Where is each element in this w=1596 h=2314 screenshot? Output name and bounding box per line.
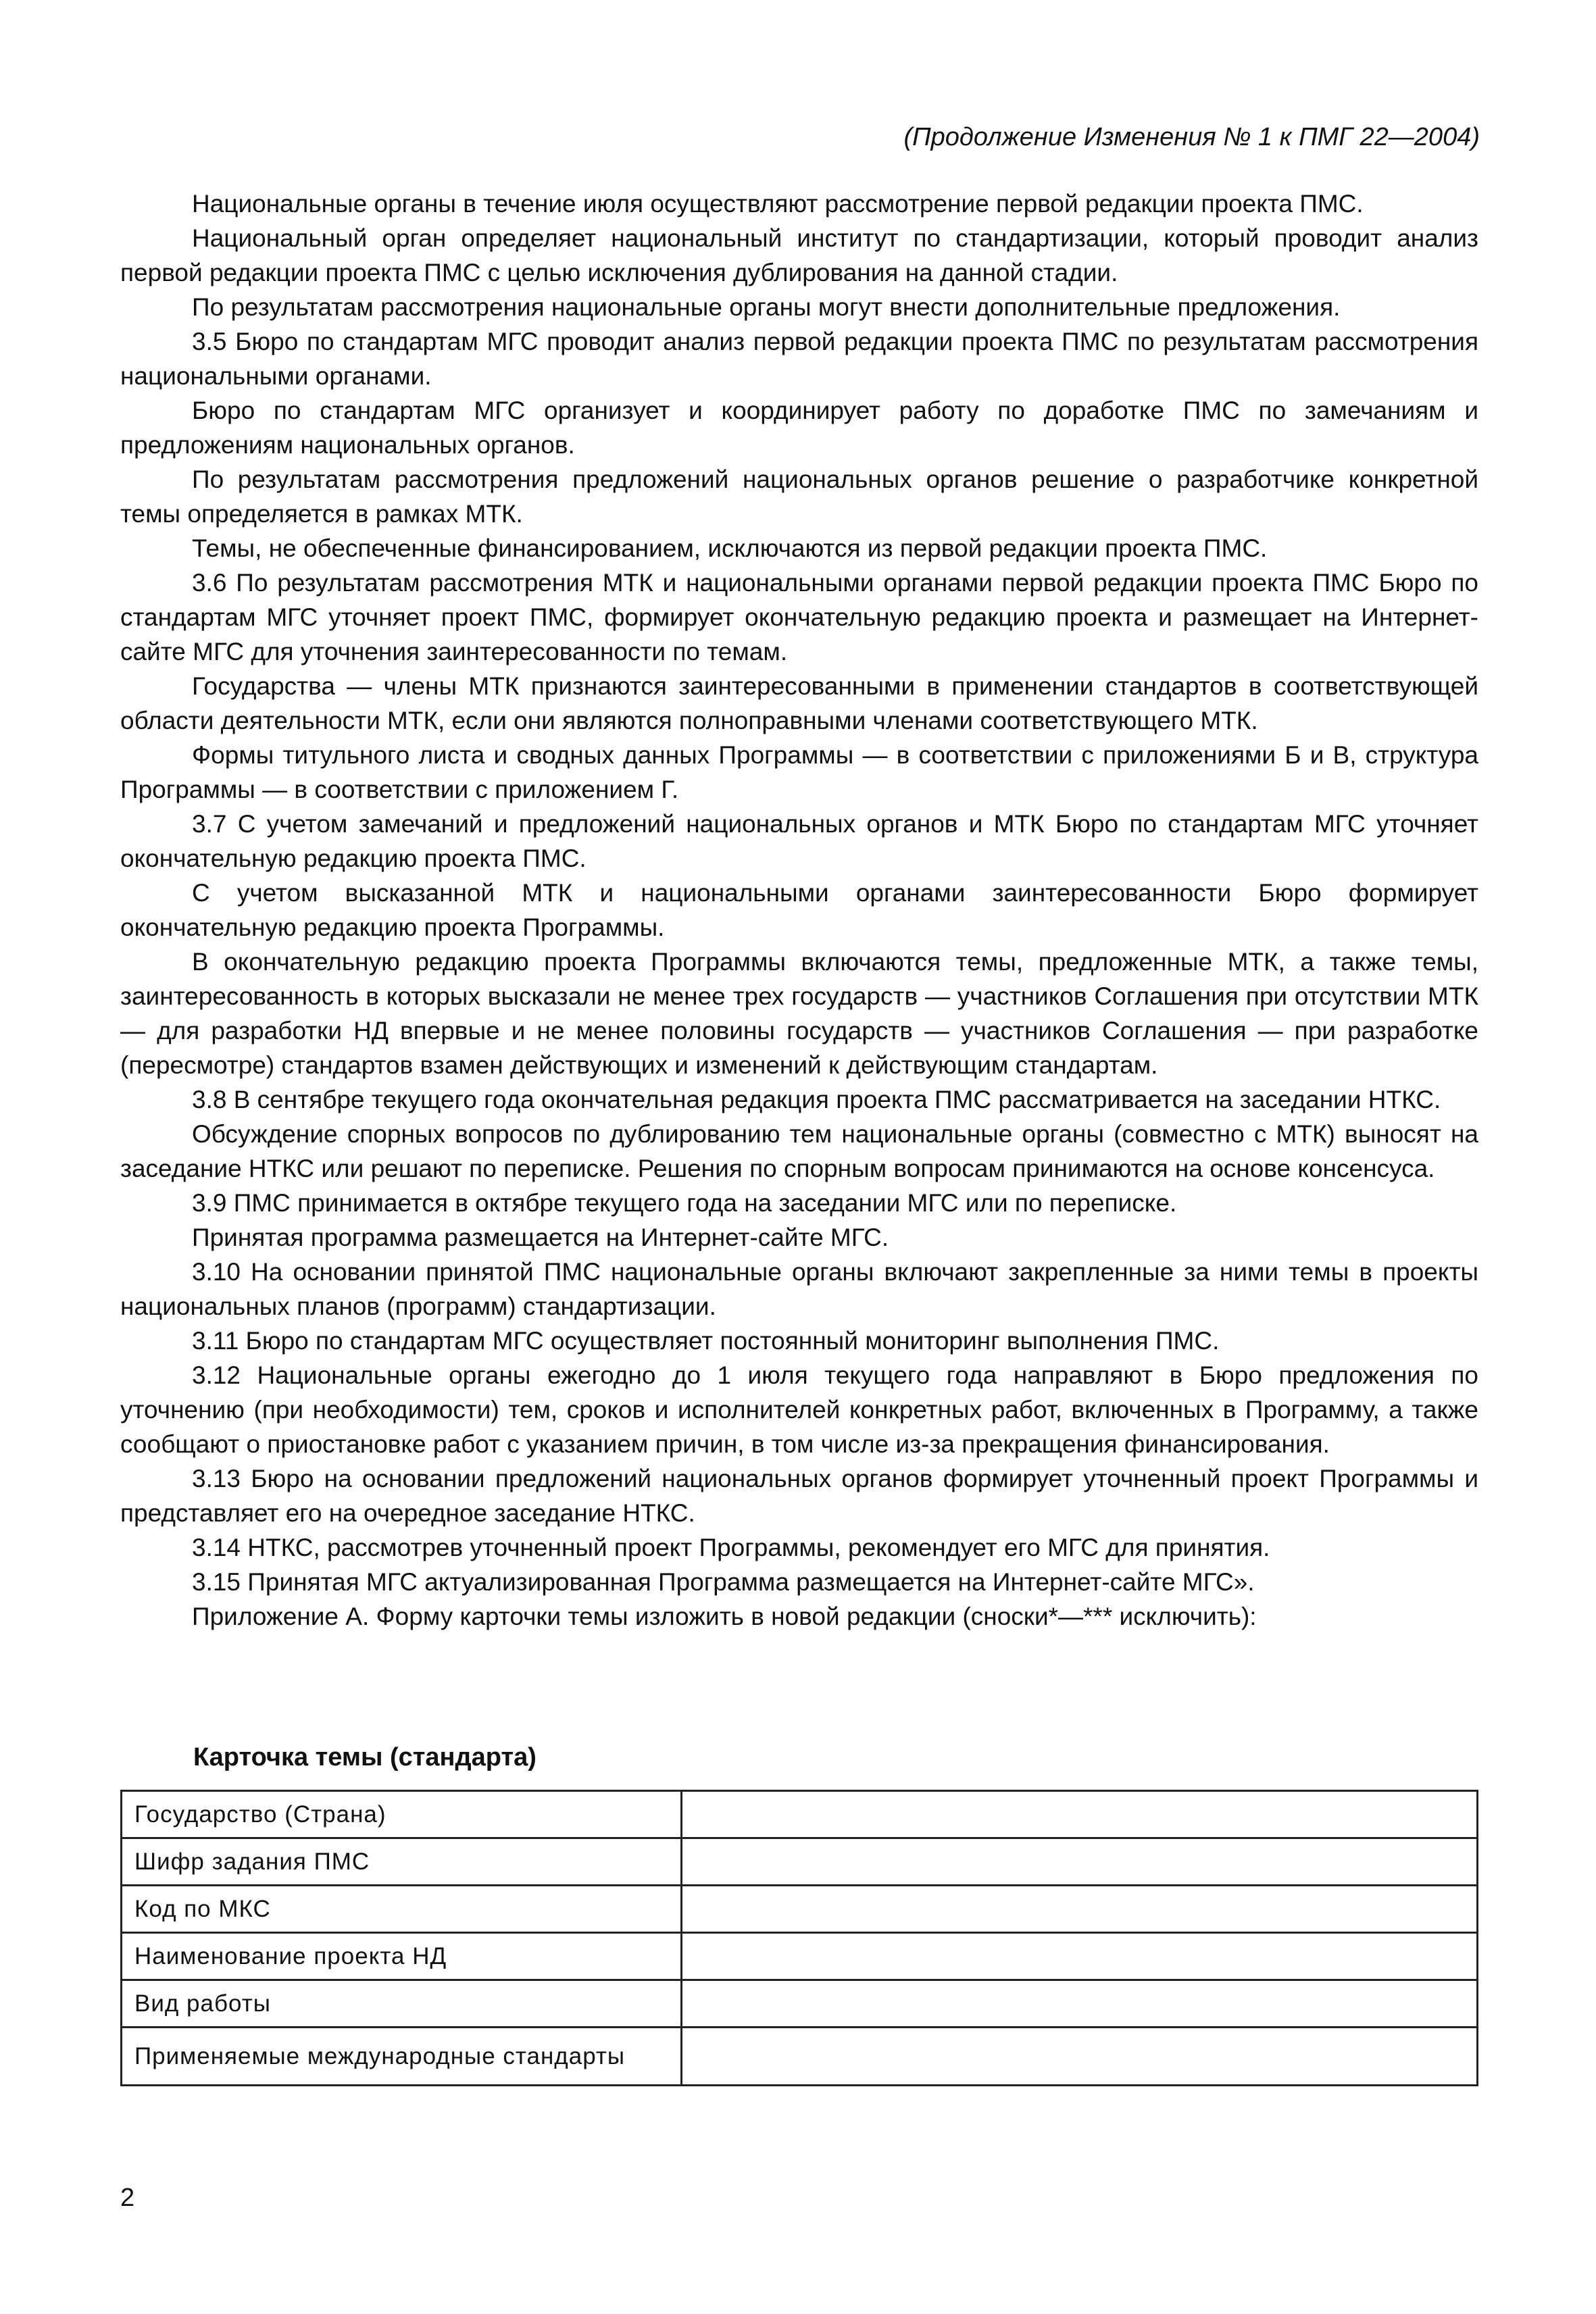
paragraph: По результатам рассмотрения национальные органы могут внести дополнительные предложения. bbox=[192, 293, 1341, 321]
paragraph: 3.8 В сентябре текущего года окончательная редакция проекта ПМС рассматривается на заседании НТКС. bbox=[192, 1086, 1441, 1113]
page-number: 2 bbox=[120, 2184, 135, 2212]
running-header: (Продолжение Изменения № 1 к ПМГ 22—2004) bbox=[903, 123, 1480, 151]
paragraph: Государства — члены МТК признаются заинтересованными в применении стандартов в соответствующей области деятельности МТК, если они являются полноправными членами соответствующего МТК. bbox=[120, 672, 1478, 734]
table-row bbox=[122, 1933, 1478, 1980]
row-label: Вид работы bbox=[122, 1980, 682, 2028]
paragraph: 3.5 Бюро по стандартам МГС проводит анализ первой редакции проекта ПМС по результатам рассмотрения национальными органами. bbox=[120, 328, 1478, 390]
paragraph: 3.12 Национальные органы ежегодно до 1 июля текущего года направляют в Бюро предложения по уточнению (при необходимости) тем, сроков и исполнителей конкретных работ, включенных в Программу, а также сообщают о приостановке работ с указанием причин, в том числе из-за прекращения финансирования. bbox=[120, 1361, 1478, 1458]
table-row bbox=[122, 1980, 1478, 2028]
paragraph: 3.9 ПМС принимается в октябре текущего года на заседании МГС или по переписке. bbox=[192, 1189, 1177, 1217]
paragraph: 3.10 На основании принятой ПМС национальные органы включают закрепленные за ними темы в проекты национальных планов (программ) стандартизации. bbox=[120, 1258, 1478, 1320]
paragraph: Бюро по стандартам МГС организует и координирует работу по доработке ПМС по замечаниям и предложениям национальных органов. bbox=[120, 397, 1478, 459]
paragraph: Приложение А. Форму карточки темы изложить в новой редакции (сноски*—*** исключить): bbox=[192, 1603, 1257, 1630]
row-value-cell bbox=[682, 2028, 1478, 2086]
table-row bbox=[122, 1791, 1478, 1838]
paragraph: 3.15 Принятая МГС актуализированная Программа размещается на Интернет-сайте МГС». bbox=[192, 1568, 1255, 1596]
row-value-cell bbox=[682, 1838, 1478, 1886]
paragraph: В окончательную редакцию проекта Программы включаются темы, предложенные МТК, а также темы, заинтересованность в которых высказали не менее трех государств — участников Соглашения при отсутствии МТК — для разработки НД впервые и не менее половины государств — участников Соглашения — при разработке (пересмотре) стандартов взамен действующих и изменений к действующим стандартам. bbox=[120, 948, 1478, 1079]
row-label: Код по МКС bbox=[122, 1886, 682, 1933]
row-value-cell bbox=[682, 1980, 1478, 2028]
paragraph: 3.14 НТКС, рассмотрев уточненный проект Программы, рекомендует его МГС для принятия. bbox=[192, 1534, 1270, 1561]
table-row bbox=[122, 1838, 1478, 1886]
paragraph: Принятая программа размещается на Интернет-сайте МГС. bbox=[192, 1224, 889, 1251]
paragraph: Обсуждение спорных вопросов по дублированию тем национальные органы (совместно с МТК) выносят на заседание НТКС или решают по переписке. Решения по спорным вопросам принимаются на основе консенсуса. bbox=[120, 1120, 1478, 1182]
paragraph: Формы титульного листа и сводных данных Программы — в соответствии с приложениями Б и В, структура Программы — в соответствии с приложением Г. bbox=[120, 741, 1478, 803]
table-row bbox=[122, 2028, 1478, 2086]
paragraph: 3.7 С учетом замечаний и предложений национальных органов и МТК Бюро по стандартам МГС уточняет окончательную редакцию проекта ПМС. bbox=[120, 810, 1478, 872]
row-value-cell bbox=[682, 1933, 1478, 1980]
row-value-cell bbox=[682, 1886, 1478, 1933]
paragraph: Национальные органы в течение июля осуществляют рассмотрение первой редакции проекта ПМС. bbox=[192, 190, 1364, 218]
paragraph: 3.11 Бюро по стандартам МГС осуществляет постоянный мониторинг выполнения ПМС. bbox=[192, 1327, 1220, 1355]
paragraph: Национальный орган определяет национальный институт по стандартизации, который проводит анализ первой редакции проекта ПМС с целью исключения дублирования на данной стадии. bbox=[120, 224, 1478, 286]
paragraph: 3.6 По результатам рассмотрения МТК и национальными органами первой редакции проекта ПМС Бюро по стандартам МГС уточняет проект ПМС, формирует окончательную редакцию проекта и размещает на Интернет-сайте МГС для уточнения заинтересованности по темам. bbox=[120, 569, 1478, 665]
body-text bbox=[120, 186, 1478, 1634]
row-value-cell bbox=[682, 1791, 1478, 1838]
topic-card-table bbox=[120, 1790, 1478, 2086]
card-title: Карточка темы (стандарта) bbox=[193, 1743, 537, 1771]
row-label: Государство (Страна) bbox=[122, 1791, 682, 1838]
paragraph: 3.13 Бюро на основании предложений национальных органов формирует уточненный проект Программы и представляет его на очередное заседание НТКС. bbox=[120, 1465, 1478, 1527]
paragraph: По результатам рассмотрения предложений национальных органов решение о разработчике конкретной темы определяется в рамках МТК. bbox=[120, 466, 1478, 528]
row-label: Наименование проекта НД bbox=[122, 1933, 682, 1980]
paragraph: Темы, не обеспеченные финансированием, исключаются из первой редакции проекта ПМС. bbox=[192, 534, 1268, 562]
row-label: Применяемые международные стандарты bbox=[122, 2028, 682, 2086]
row-label: Шифр задания ПМС bbox=[122, 1838, 682, 1886]
table-row bbox=[122, 1886, 1478, 1933]
paragraph: С учетом высказанной МТК и национальными органами заинтересованности Бюро формирует окончательную редакцию проекта Программы. bbox=[120, 879, 1478, 941]
